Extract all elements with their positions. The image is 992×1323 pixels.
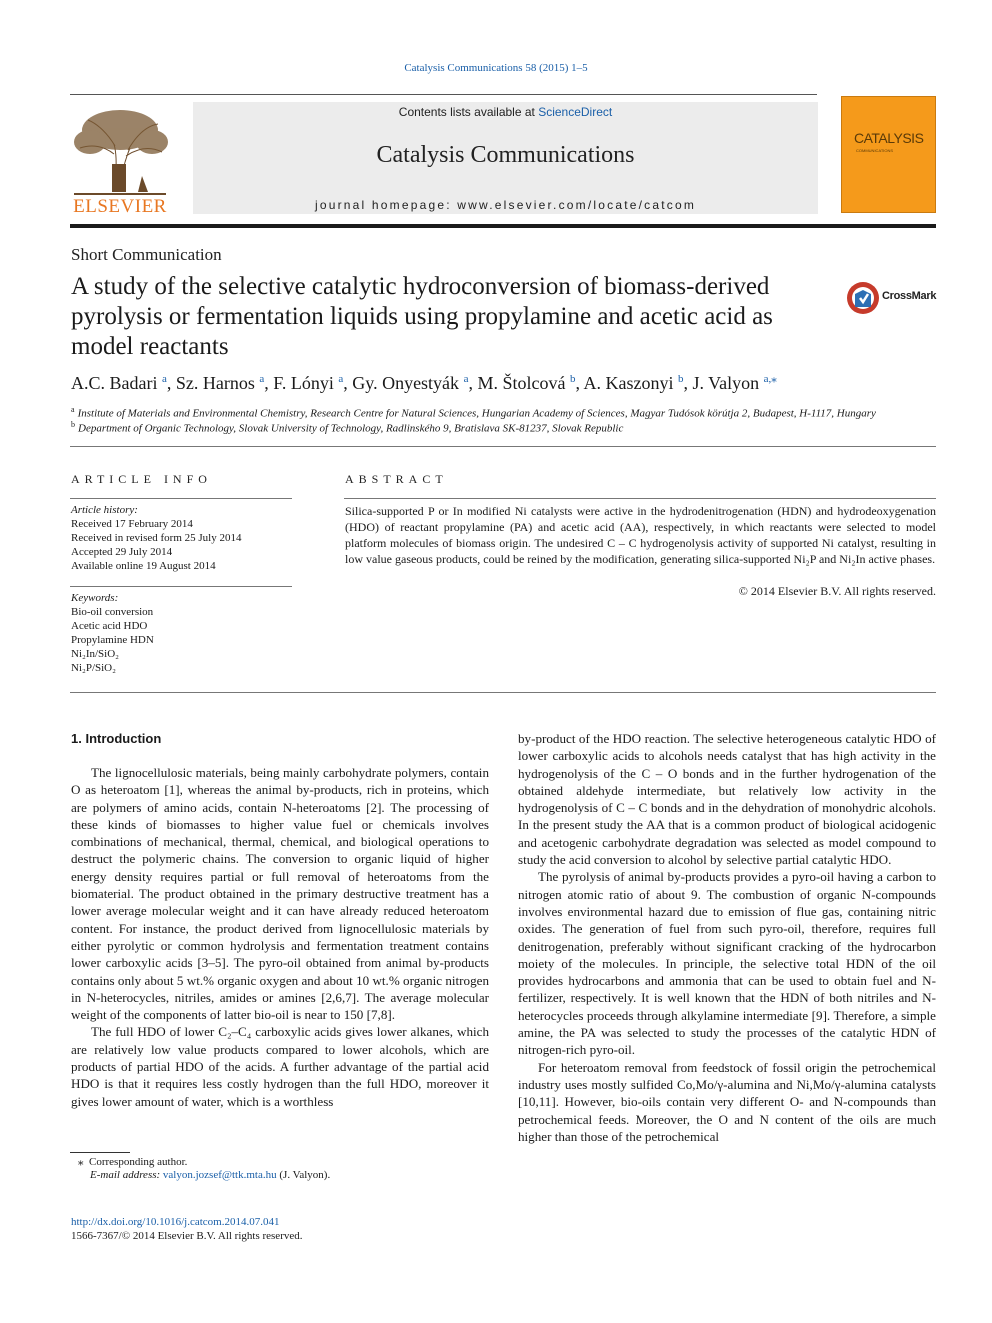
sciencedirect-link[interactable]: ScienceDirect — [538, 105, 613, 119]
body-column-right — [518, 730, 936, 1145]
email-owner: (J. Valyon). — [279, 1169, 331, 1181]
email-note — [90, 1169, 330, 1181]
author-affil-mark[interactable]: b — [677, 373, 684, 385]
keywords — [71, 591, 293, 675]
divider — [344, 498, 936, 499]
abstract-text: Silica-supported P or In modified Ni catalysts were active in the hydrodenitrogenation (HDN) and hydrodeoxygenation (HDO) of reactant propylamine (PA) and acetic acid (AA), respectively, in which reactants were selected to model platform molecules of biomass origin. The undesired C – C hydrogenolysis activity of supported Ni catalyst, resulting in low value gaseous products, could be reined by the modification, generating silica-supported Ni₂P and Ni₂In active phases. — [345, 504, 936, 566]
keyword: Bio-oil conversion — [71, 606, 154, 618]
author[interactable]: Sz. Harnos — [175, 373, 255, 393]
header-thick-divider — [70, 224, 936, 228]
body-column-left — [71, 764, 489, 1110]
paragraph: For heteroatom removal from feedstock of fossil origin the petrochemical industry uses mostly sulfided Co,Mo/γ-alumina and Ni,Mo/γ-alumina catalysts [10,11]. However, bio-oils contain very different O- and N-compounds than petrochemical feeds. Moreover, the O and N content of the oils are much higher than those of the petrochemical — [518, 1059, 936, 1144]
revised-date: Received in revised form 25 July 2014 — [71, 532, 242, 544]
author-affil-mark[interactable]: a,⁎ — [763, 373, 777, 385]
footnote-label: Corresponding author. — [89, 1156, 188, 1168]
affiliation — [71, 420, 623, 435]
affiliation-text: Institute of Materials and Environmental Chemistry, Research Centre for Natural Sciences, Hungarian Academy of Sciences, Magyar Tudósok körútja 2, Budapest, H-1117, Hungary — [77, 407, 876, 420]
contents-availability — [193, 105, 818, 119]
author[interactable]: F. Lónyi — [273, 373, 334, 393]
footnote-mark: ⁎ — [78, 1156, 84, 1168]
journal-reference[interactable]: Catalysis Communications 58 (2015) 1–5 — [404, 62, 588, 74]
cover-subtitle: COMMUNICATIONS — [856, 148, 894, 153]
paper-title: A study of the selective catalytic hydroconversion of biomass-derived pyrolysis or fermentation liquids using propylamine and acetic acid as model reactants — [71, 273, 773, 360]
author-affil-mark[interactable]: a — [338, 373, 344, 385]
article-type: Short Communication — [71, 245, 222, 264]
author-affil-mark[interactable]: a — [161, 373, 167, 385]
divider — [70, 586, 292, 587]
keyword: Acetic acid HDO — [71, 620, 148, 632]
affiliation-text: Department of Organic Technology, Slovak University of Technology, Radlinského 9, Bratislava SK-81237, Slovak Republic — [78, 422, 624, 435]
affiliation-key: a — [71, 405, 75, 414]
paragraph: The full HDO of lower C₂–C₄ carboxylic acids gives lower alkanes, which are relatively low value products compared to lower alcohols, which are products of partial HDO of the acids. A further advantage of the partial acid HDO is that it requires less costly hydrogen than the full HDO, moreover it gives lower amount of water, which is a worthless — [71, 1024, 489, 1109]
author[interactable]: Gy. Onyestyák — [352, 373, 460, 393]
paragraph: The pyrolysis of animal by-products provides a pyro-oil having a carbon to nitrogen atomic ratio of about 9. The combustion of organic N-compounds involves environmental hazard due to emission of flue gas, containing nitric oxides. The generation of fuel from such pyro-oil, therefore, requires full denitrogenation, preferably without significant cracking of the hydrocarbon moiety of the molecules. In principle, the selective total HDN of the oil provides hydrocarbons and ammonia that can be used to obtain fuel and N-fertilizer, respectively. It is well known that the HDN of both nitriles and N-heterocycles proceeds through alkylamine intermediate [9]. Therefore, a simple amine, the PA was selected to study the processes of the catalytic HDN of nitrogen-rich pyro-oil. — [518, 869, 936, 1058]
issn-copyright: 1566-7367/© 2014 Elsevier B.V. All rights reserved. — [71, 1230, 303, 1242]
contents-prefix: Contents lists available at — [398, 105, 539, 119]
affiliation-key: b — [71, 420, 75, 429]
online-date: Available online 19 August 2014 — [71, 560, 216, 572]
cover-title: CATALYSIS — [854, 130, 924, 146]
author[interactable]: J. Valyon — [692, 373, 760, 393]
accepted-date: Accepted 29 July 2014 — [71, 546, 173, 558]
received-date: Received 17 February 2014 — [71, 518, 193, 530]
abstract-copyright: © 2014 Elsevier B.V. All rights reserved. — [738, 584, 936, 598]
divider — [70, 692, 936, 693]
article-history — [71, 503, 293, 573]
author-affil-mark[interactable]: a — [259, 373, 265, 385]
divider — [70, 446, 936, 447]
crossmark-icon — [846, 281, 880, 315]
paragraph: The lignocellulosic materials, being mainly carbohydrate polymers, contain O as heteroatom [1], whereas the animal by-products, rich in proteins, which are polymers of amino acids, contain N-heteroatoms [2]. The processing of these kinds of biomasses to higher value fuel or chemicals involves combinations of mechanical, thermal, chemical, and biological operations to destruct the polymeric chains. The conversion to organic liquid of higher energy density requires partial or full removal of heteroatoms from the biomaterial. The product obtained in the primary destructive treatment has a lower average molecular weight and it can have already reduced heteroatom content. For instance, the product derived from lignocellulosic materials by either pyrolytic or common hydrolysis and fermentation treatment contains lower carboxylic acids [3–5]. The pyro-oil obtained from animal by-products contains only about 5 wt.% organic oxygen and about 10 wt.% organic nitrogen in N-heterocycles, nitriles, amides or amines [2,6,7]. The average molecular weight of the components of latter bio-oil is near to 150 [7,8]. — [71, 765, 489, 1023]
keyword: Propylamine HDN — [71, 634, 154, 646]
keywords-label: Keywords: — [71, 592, 119, 604]
history-label: Article history: — [71, 504, 138, 516]
crossmark-badge[interactable] — [846, 281, 938, 315]
author-affil-mark[interactable]: a — [463, 373, 469, 385]
author[interactable]: A.C. Badari — [71, 373, 158, 393]
top-divider — [70, 94, 817, 95]
email-link[interactable]: valyon.jozsef@ttk.mta.hu — [162, 1169, 277, 1181]
journal-homepage[interactable]: journal homepage: www.elsevier.com/locate/catcom — [314, 198, 697, 212]
keyword: Ni₂In/SiO₂ — [71, 648, 120, 660]
email-label: E-mail address: — [90, 1169, 161, 1181]
author-list: A.C. Badari $^a$, Sz. Harnos $^a$, F. Lónyi $^a$, Gy. Onyestyák $^a$, M. Štolcová $^b$, A. Kaszonyi $^b$, J. Valyon $^{a,⁎}$ — [71, 373, 777, 393]
abstract-heading: ABSTRACT — [345, 472, 448, 486]
divider — [70, 498, 292, 499]
article-info-heading: ARTICLE INFO — [71, 472, 212, 486]
author[interactable]: M. Štolcová — [477, 373, 566, 393]
journal-title: Catalysis Communications — [376, 142, 635, 168]
corresponding-author-note — [78, 1155, 187, 1168]
doi-link[interactable]: http://dx.doi.org/10.1016/j.catcom.2014.07.041 — [71, 1216, 280, 1228]
journal-cover-thumbnail[interactable] — [841, 96, 936, 213]
author[interactable]: A. Kaszonyi — [583, 373, 674, 393]
publisher-wordmark: ELSEVIER — [73, 196, 167, 217]
author-affil-mark[interactable]: b — [569, 373, 576, 385]
paragraph: by-product of the HDO reaction. The selective heterogeneous catalytic HDO of lower carboxylic acids to alcohols needs catalyst that has high activity in the hydrogenolysis of the C – O bonds and in the further hydrogenation of the obtained aldehyde intermediate, but relatively low activity in the hydrogenolysis of C – C bonds and in the dehydration of monohydric alcohols. In the present study the AA that is a common product of biological acidogenic and acetogenic carbohydrate degradation was selected as model compound to study the acid conversion to alcohol by selective partial catalytic HDO. — [518, 731, 936, 868]
footnote-divider — [70, 1152, 130, 1153]
keyword: Ni₂P/SiO₂ — [71, 662, 116, 674]
affiliation — [71, 405, 876, 420]
section-heading: 1. Introduction — [71, 731, 162, 746]
crossmark-label: CrossMark — [882, 290, 937, 302]
